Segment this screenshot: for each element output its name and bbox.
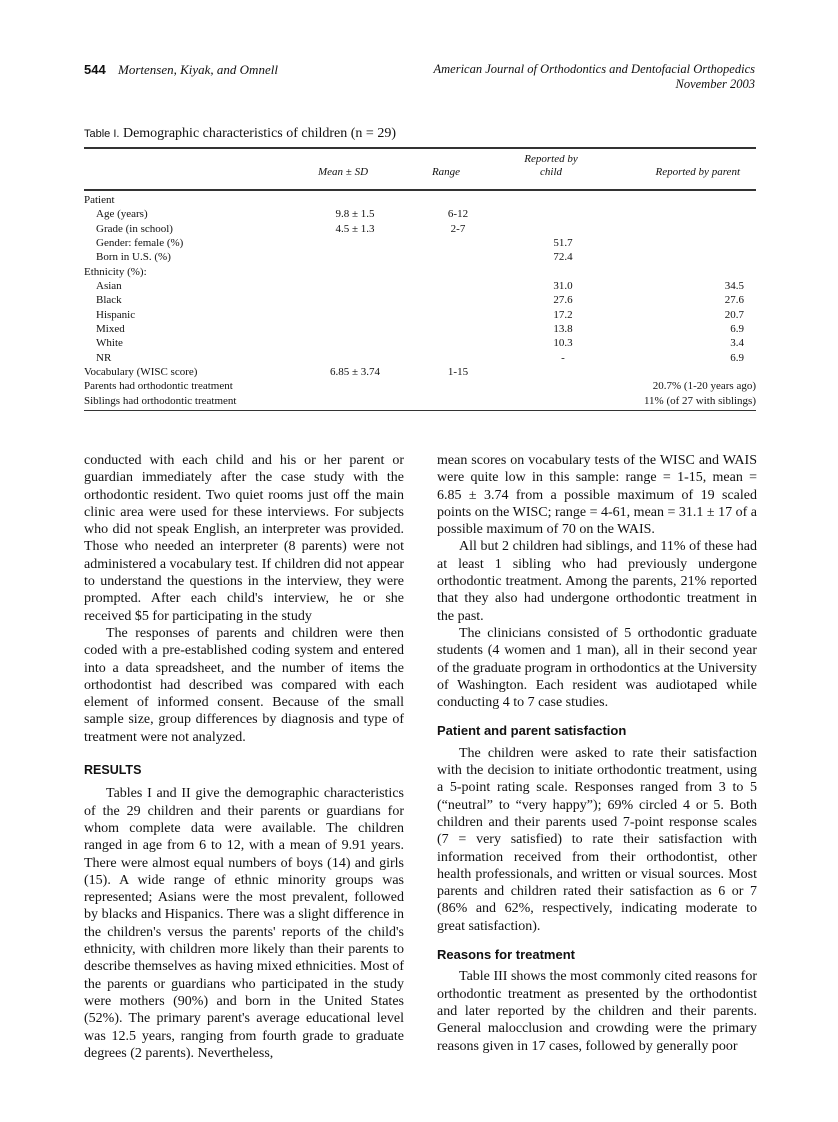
running-authors: Mortensen, Kiyak, and Omnell (118, 62, 278, 77)
range-cell (408, 336, 508, 350)
range-cell: 2-7 (450, 222, 466, 235)
mean-sd-cell: 6.85 ± 3.74 (329, 366, 381, 379)
parent-report-cell (618, 265, 756, 279)
row-label: Siblings had orthodontic treatment (84, 394, 237, 407)
parent-report-cell (618, 222, 756, 236)
row-label: Ethnicity (%): (84, 265, 147, 278)
row-label: White (96, 337, 123, 350)
parent-report-cell: 34.5 (724, 280, 744, 293)
range-cell (408, 308, 508, 322)
paragraph: The clinicians consisted of 5 orthodontic graduate students (4 women and 1 man), all in their second year of the graduate program in orthodontics at the University of Washington. Each resident was audiotaped while conducting 4 to 7 case studies. (437, 625, 757, 711)
table-title: Demographic characteristics of children (n = 29) (122, 126, 396, 141)
mean-sd-cell (302, 193, 408, 207)
parent-report-cell (618, 207, 756, 221)
table-row (84, 279, 756, 293)
paragraph: Table III shows the most commonly cited reasons for orthodontic treatment as presented by the orthodontist and later reported by the children and their parents. General malocclusion and crowding were the primary reasons given in 17 cases, followed by generally poor (437, 969, 757, 1054)
mean-sd-cell (302, 308, 408, 322)
range-cell (408, 236, 508, 250)
child-report-cell (508, 365, 618, 379)
child-report-cell (508, 394, 618, 408)
parent-report-cell: 6.9 (730, 323, 744, 336)
row-label: Grade (in school) (96, 222, 173, 235)
header-mean: Mean ± SD (317, 166, 369, 178)
table-row (84, 336, 756, 350)
header-child (496, 153, 606, 179)
range-cell (408, 279, 508, 293)
journal-header (434, 62, 756, 92)
satisfaction-heading: Patient and parent satisfaction (437, 723, 627, 739)
mean-sd-cell (302, 236, 408, 250)
child-report-cell (508, 222, 618, 236)
child-report-cell: 17.2 (553, 308, 573, 321)
header-child-line1: Reported by (524, 153, 578, 165)
table-row (84, 207, 756, 221)
row-label: Gender: female (%) (96, 237, 184, 250)
mean-sd-cell (302, 322, 408, 336)
table-row (84, 293, 756, 307)
parent-report-cell: 20.7% (1-20 years ago) (652, 380, 756, 393)
header-label (84, 153, 290, 179)
child-report-cell: 31.0 (553, 280, 573, 293)
table-caption (84, 126, 396, 142)
demographics-table (84, 193, 756, 408)
row-label: Black (96, 294, 122, 307)
mean-sd-cell (302, 394, 408, 408)
reasons-heading: Reasons for treatment (437, 947, 575, 963)
parent-report-cell (618, 365, 756, 379)
paragraph: Tables I and II give the demographic characteristics of the 29 children and their parents or guardians for whom complete data were available. The children ranged in age from 6 to 12, with a mean of 9.91 years. There were almost equal numbers of boys (14) and girls (15). A wide range of ethnic minority groups was represented; Asians were the most prevalent, followed by blacks and Hispanics. There was a slight difference in the children's versus the parents' reports of the child's ethnicity, with children more likely than their parents to describe themselves as having mixed ethnicities. Most of the parents or guardians who participated in the study were mothers (90%) and born in the United States (52%). The primary parent's average educational level was 12.5 years, ranging from fourth grade to graduate degrees (2 parents). Nevertheless, (84, 786, 404, 1061)
table-label: Table I. (84, 128, 120, 140)
mean-sd-cell (302, 293, 408, 307)
row-label: Age (years) (96, 208, 148, 221)
parent-report-cell (618, 236, 756, 250)
mean-sd-cell (302, 279, 408, 293)
table-row (84, 265, 756, 279)
row-label: Parents had orthodontic treatment (84, 380, 233, 393)
child-report-cell: 72.4 (553, 251, 573, 264)
table-row (84, 236, 756, 250)
mean-sd-cell (302, 265, 408, 279)
mean-sd-cell: 9.8 ± 1.5 (335, 208, 375, 221)
table-row (84, 250, 756, 264)
issue-date: November 2003 (675, 77, 755, 91)
mean-sd-cell (302, 336, 408, 350)
right-column (437, 452, 757, 1055)
parent-report-cell: 20.7 (724, 308, 744, 321)
parent-report-cell: 11% (of 27 with siblings) (643, 394, 756, 407)
parent-report-cell (618, 193, 756, 207)
row-label: Born in U.S. (%) (96, 251, 171, 264)
child-report-cell (508, 207, 618, 221)
paragraph: mean scores on vocabulary tests of the WISC and WAIS were quite low in this sample: range = 1-15, mean = 6.85 ± 3.74 from a possible maximum of 19 scaled points on the WISC; range = 4-61, mean = 31.1 ± 17 of a possible maximum of 70 on the WAIS. (437, 453, 757, 538)
range-cell (408, 293, 508, 307)
range-cell: 6-12 (447, 208, 469, 221)
journal-title: American Journal of Orthodontics and Dentofacial Orthopedics (433, 62, 755, 76)
paragraph: All but 2 children had siblings, and 11% of these had at least 1 sibling who had previously undergone orthodontic treatment. Among the parents, 21% reported that they also had undergone orthodontic treatment in the past. (437, 539, 757, 624)
range-cell (408, 322, 508, 336)
paragraph: conducted with each child and his or her parent or guardian immediately after the case study with the orthodontic resident. Two quiet rooms just off the main clinic area were used for these interviews. For subjects who did not speak English, an interpreter was provided. Those who needed an interpreter (8 parents) were not administered a vocabulary test. If children did not appear to understand the questions in the interview, they were prompted. After each child's interview, he or she received $5 for participating in the study (84, 453, 404, 624)
range-cell (408, 265, 508, 279)
table-bottom-rule (84, 410, 756, 411)
range-cell (408, 394, 508, 408)
mean-sd-cell: 4.5 ± 1.3 (335, 222, 375, 235)
mean-sd-cell (302, 250, 408, 264)
table-row (84, 222, 756, 236)
row-label: Vocabulary (WISC score) (84, 366, 198, 379)
range-cell: 1-15 (447, 366, 469, 379)
header-parent: Reported by parent (655, 166, 740, 178)
table-row (84, 322, 756, 336)
header-range: Range (431, 166, 461, 178)
table-top-rule (84, 147, 756, 149)
mean-sd-cell (302, 379, 408, 393)
range-cell (408, 351, 508, 365)
row-label: Asian (96, 280, 122, 293)
paragraph: The responses of parents and children were then coded with a pre-established coding system and entered into a data spreadsheet, and the number of items the orthodontist had described was compared with each element of informed consent. Because of the small sample size, group differences by diagnosis and type of treatment were not analyzed. (84, 625, 404, 745)
parent-report-cell: 6.9 (730, 351, 744, 364)
range-cell (408, 250, 508, 264)
row-label: Hispanic (96, 308, 136, 321)
child-report-cell: 27.6 (553, 294, 573, 307)
child-report-cell (508, 379, 618, 393)
paragraph: The children were asked to rate their satisfaction with the decision to initiate orthodontic treatment, using a 5-point rating scale. Responses ranged from 3 to 5 (“neutral” to “very happy”); 69% circled 4 or 5. Both children and their parents used 7-point response scales (7 = very satisfied) to rate their satisfaction with information received from their orthodontist, other health professionals, and written or visual sources. Most parents and children rated their satisfaction as 6 or 7 (86% and 62%, respectively, indicating moderate to great satisfaction). (437, 745, 757, 934)
parent-report-cell (618, 250, 756, 264)
child-report-cell (508, 193, 618, 207)
results-heading: RESULTS (84, 763, 142, 778)
child-report-cell (508, 265, 618, 279)
table-row (84, 308, 756, 322)
table-header-rule (84, 189, 756, 191)
child-report-cell: 13.8 (553, 323, 573, 336)
table-row (84, 365, 756, 379)
child-report-cell: - (561, 351, 565, 364)
range-cell (408, 379, 508, 393)
parent-report-cell: 3.4 (730, 337, 744, 350)
page-number: 544 (84, 62, 106, 77)
range-cell (408, 193, 508, 207)
child-report-cell: 51.7 (553, 237, 573, 250)
table-row (84, 351, 756, 365)
parent-report-cell: 27.6 (724, 294, 744, 307)
left-column (84, 452, 404, 1062)
table-row (84, 394, 756, 408)
mean-sd-cell (302, 351, 408, 365)
row-label: NR (96, 351, 112, 364)
header-child-line2: child (540, 166, 562, 178)
table-row (84, 193, 756, 207)
table-header (84, 153, 756, 179)
child-report-cell: 10.3 (553, 337, 573, 350)
table-row (84, 379, 756, 393)
row-label: Patient (84, 194, 115, 206)
row-label: Mixed (96, 323, 125, 336)
